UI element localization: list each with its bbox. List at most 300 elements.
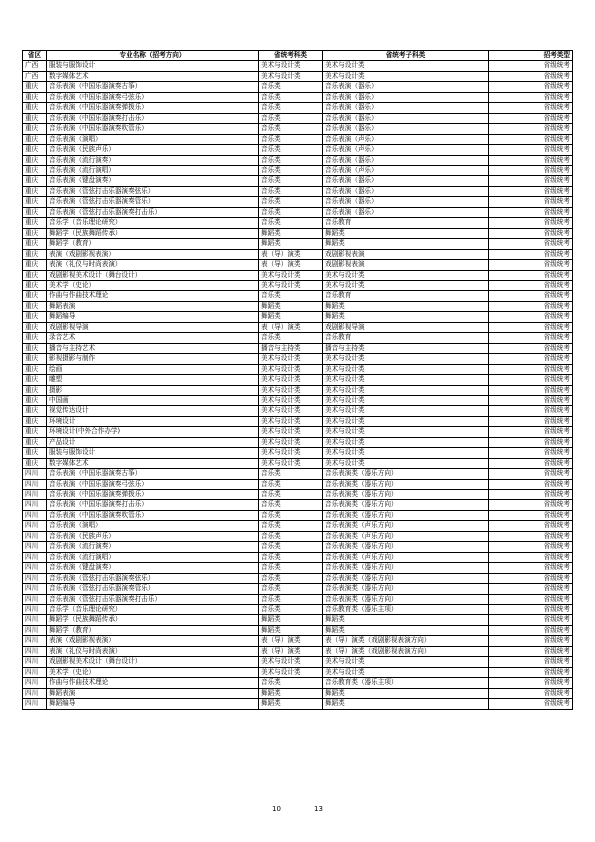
cell-province: 四川 — [23, 490, 47, 500]
cell-subcategory: 音乐表演（器乐） — [323, 207, 489, 217]
cell-major: 音乐表演（管弦打击乐器演奏打击乐） — [47, 594, 259, 604]
table-row — [23, 699, 573, 709]
cell-subcategory: 美术与设计类 — [323, 280, 489, 290]
cell-exam-type: 省级统考 — [489, 375, 573, 385]
cell-major: 雕塑 — [47, 375, 259, 385]
cell-province: 四川 — [23, 667, 47, 677]
cell-category: 美术与设计类 — [259, 657, 323, 667]
cell-province: 重庆 — [23, 270, 47, 280]
cell-subcategory: 戏剧影视导演 — [323, 322, 489, 332]
cell-province: 重庆 — [23, 260, 47, 270]
cell-exam-type: 省级统考 — [489, 646, 573, 656]
cell-exam-type: 省级统考 — [489, 239, 573, 249]
cell-subcategory: 美术与设计类 — [323, 364, 489, 374]
table-row — [23, 197, 573, 207]
table-row — [23, 427, 573, 437]
cell-subcategory: 音乐表演类（器乐方向） — [323, 563, 489, 573]
cell-exam-type: 省级统考 — [489, 699, 573, 709]
table-row — [23, 552, 573, 562]
cell-category: 音乐类 — [259, 552, 323, 562]
cell-province: 重庆 — [23, 416, 47, 426]
cell-province: 重庆 — [23, 385, 47, 395]
cell-province: 四川 — [23, 479, 47, 489]
cell-subcategory: 音乐教育类（器乐主项） — [323, 605, 489, 615]
cell-province: 重庆 — [23, 134, 47, 144]
cell-category: 表（导）演类 — [259, 646, 323, 656]
cell-exam-type: 省级统考 — [489, 521, 573, 531]
cell-subcategory: 音乐表演类（声乐方向） — [323, 531, 489, 541]
cell-province: 四川 — [23, 584, 47, 594]
cell-exam-type: 省级统考 — [489, 688, 573, 698]
cell-subcategory: 音乐表演类（器乐方向） — [323, 479, 489, 489]
cell-major: 音乐表演（中国乐器演奏打击乐） — [47, 500, 259, 510]
cell-province: 重庆 — [23, 280, 47, 290]
cell-province: 重庆 — [23, 458, 47, 468]
cell-category: 音乐类 — [259, 92, 323, 102]
cell-major: 音乐表演（管弦打击乐器演奏管乐） — [47, 584, 259, 594]
cell-subcategory: 音乐表演（声乐） — [323, 165, 489, 175]
table-row — [23, 479, 573, 489]
cell-province: 重庆 — [23, 354, 47, 364]
cell-major: 音乐表演（流行演奏） — [47, 155, 259, 165]
cell-exam-type: 省级统考 — [489, 71, 573, 81]
table-row — [23, 636, 573, 646]
cell-category: 音乐类 — [259, 186, 323, 196]
cell-exam-type: 省级统考 — [489, 573, 573, 583]
table-header — [23, 51, 573, 61]
cell-major: 音乐表演（键盘演奏） — [47, 176, 259, 186]
cell-exam-type: 省级统考 — [489, 134, 573, 144]
cell-category: 美术与设计类 — [259, 427, 323, 437]
table-row — [23, 646, 573, 656]
cell-major: 表演（戏剧影视表演） — [47, 249, 259, 259]
cell-major: 播音与主持艺术 — [47, 343, 259, 353]
cell-major: 音乐表演（中国乐器演奏弓弦乐） — [47, 479, 259, 489]
cell-province: 四川 — [23, 657, 47, 667]
cell-province: 重庆 — [23, 364, 47, 374]
table-row — [23, 155, 573, 165]
table-row — [23, 490, 573, 500]
table-row — [23, 406, 573, 416]
cell-major: 音乐学（音乐理论研究） — [47, 605, 259, 615]
cell-province: 重庆 — [23, 427, 47, 437]
cell-subcategory: 美术与设计类 — [323, 667, 489, 677]
cell-subcategory: 音乐教育 — [323, 218, 489, 228]
cell-major: 音乐表演（管弦打击乐器演奏弦乐） — [47, 186, 259, 196]
cell-category: 美术与设计类 — [259, 406, 323, 416]
cell-major: 服装与服饰设计 — [47, 61, 259, 71]
cell-category: 表（导）演类 — [259, 636, 323, 646]
cell-exam-type: 省级统考 — [489, 145, 573, 155]
cell-major: 产品设计 — [47, 437, 259, 447]
cell-exam-type: 省级统考 — [489, 584, 573, 594]
table-row — [23, 667, 573, 677]
cell-subcategory: 音乐教育 — [323, 291, 489, 301]
cell-category: 音乐类 — [259, 521, 323, 531]
cell-major: 音乐表演（中国乐器演奏弹拨乐） — [47, 103, 259, 113]
cell-province: 重庆 — [23, 82, 47, 92]
table-row — [23, 92, 573, 102]
header-row — [23, 51, 573, 61]
cell-province: 四川 — [23, 615, 47, 625]
cell-major: 舞蹈学（民族舞蹈传承） — [47, 615, 259, 625]
cell-province: 重庆 — [23, 92, 47, 102]
cell-province: 重庆 — [23, 375, 47, 385]
cell-exam-type: 省级统考 — [489, 490, 573, 500]
cell-category: 美术与设计类 — [259, 416, 323, 426]
cell-major: 数字媒体艺术 — [47, 458, 259, 468]
cell-subcategory: 音乐表演类（器乐方向） — [323, 584, 489, 594]
cell-subcategory: 戏剧影视表演 — [323, 249, 489, 259]
cell-major: 音乐表演（中国乐器演奏弓弦乐） — [47, 92, 259, 102]
cell-province: 重庆 — [23, 176, 47, 186]
cell-subcategory: 音乐表演（器乐） — [323, 82, 489, 92]
table-row — [23, 176, 573, 186]
cell-category: 美术与设计类 — [259, 395, 323, 405]
table-row — [23, 500, 573, 510]
cell-major: 音乐表演（演唱） — [47, 521, 259, 531]
cell-category: 舞蹈类 — [259, 228, 323, 238]
cell-major: 舞蹈学（教育） — [47, 239, 259, 249]
cell-province: 四川 — [23, 469, 47, 479]
cell-subcategory: 美术与设计类 — [323, 395, 489, 405]
cell-province: 四川 — [23, 646, 47, 656]
cell-category: 音乐类 — [259, 333, 323, 343]
table-row — [23, 625, 573, 635]
cell-category: 音乐类 — [259, 510, 323, 520]
cell-major: 戏剧影视导演 — [47, 322, 259, 332]
cell-major: 音乐表演（中国乐器演奏弹拨乐） — [47, 490, 259, 500]
cell-subcategory: 舞蹈类 — [323, 301, 489, 311]
page-number-left: 10 — [272, 805, 281, 813]
table-row — [23, 270, 573, 280]
cell-major: 音乐表演（流行演唱） — [47, 552, 259, 562]
cell-province: 重庆 — [23, 239, 47, 249]
cell-exam-type: 省级统考 — [489, 207, 573, 217]
cell-exam-type: 省级统考 — [489, 406, 573, 416]
cell-province: 四川 — [23, 542, 47, 552]
cell-category: 美术与设计类 — [259, 437, 323, 447]
cell-exam-type: 省级统考 — [489, 510, 573, 520]
cell-category: 美术与设计类 — [259, 667, 323, 677]
cell-category: 美术与设计类 — [259, 448, 323, 458]
cell-province: 重庆 — [23, 395, 47, 405]
cell-province: 重庆 — [23, 333, 47, 343]
table-row — [23, 354, 573, 364]
cell-subcategory: 戏剧影视表演 — [323, 260, 489, 270]
cell-category: 美术与设计类 — [259, 270, 323, 280]
cell-major: 戏剧影视美术设计（舞台设计） — [47, 657, 259, 667]
cell-exam-type: 省级统考 — [489, 416, 573, 426]
cell-subcategory: 音乐表演（器乐） — [323, 124, 489, 134]
cell-province: 四川 — [23, 552, 47, 562]
admissions-table — [22, 50, 573, 710]
cell-subcategory: 美术与设计类 — [323, 427, 489, 437]
cell-exam-type: 省级统考 — [489, 636, 573, 646]
cell-category: 音乐类 — [259, 124, 323, 134]
cell-province: 重庆 — [23, 103, 47, 113]
cell-category: 音乐类 — [259, 197, 323, 207]
table-row — [23, 657, 573, 667]
table-row — [23, 615, 573, 625]
cell-category: 音乐类 — [259, 82, 323, 92]
cell-major: 服装与服饰设计 — [47, 448, 259, 458]
cell-subcategory: 美术与设计类 — [323, 416, 489, 426]
cell-exam-type: 省级统考 — [489, 354, 573, 364]
cell-major: 美术学（史论） — [47, 280, 259, 290]
cell-exam-type: 省级统考 — [489, 364, 573, 374]
cell-category: 舞蹈类 — [259, 688, 323, 698]
cell-subcategory: 音乐表演（声乐） — [323, 145, 489, 155]
cell-major: 环境设计(中外合作办学) — [47, 427, 259, 437]
cell-exam-type: 省级统考 — [489, 563, 573, 573]
cell-subcategory: 美术与设计类 — [323, 375, 489, 385]
cell-province: 重庆 — [23, 406, 47, 416]
cell-subcategory: 美术与设计类 — [323, 71, 489, 81]
cell-subcategory: 音乐表演（器乐） — [323, 186, 489, 196]
cell-subcategory: 舞蹈类 — [323, 239, 489, 249]
cell-province: 四川 — [23, 688, 47, 698]
table-row — [23, 364, 573, 374]
cell-subcategory: 美术与设计类 — [323, 406, 489, 416]
cell-province: 重庆 — [23, 228, 47, 238]
cell-category: 音乐类 — [259, 103, 323, 113]
cell-major: 音乐表演（流行演奏） — [47, 542, 259, 552]
cell-exam-type: 省级统考 — [489, 124, 573, 134]
cell-exam-type: 省级统考 — [489, 552, 573, 562]
cell-exam-type: 省级统考 — [489, 343, 573, 353]
cell-province: 四川 — [23, 625, 47, 635]
cell-exam-type: 省级统考 — [489, 322, 573, 332]
cell-subcategory: 音乐表演类（器乐方向） — [323, 469, 489, 479]
cell-subcategory: 美术与设计类 — [323, 437, 489, 447]
cell-major: 舞蹈表演 — [47, 301, 259, 311]
table-row — [23, 333, 573, 343]
cell-major: 音乐表演（民族声乐） — [47, 531, 259, 541]
cell-major: 绘画 — [47, 364, 259, 374]
table-row — [23, 375, 573, 385]
cell-category: 美术与设计类 — [259, 354, 323, 364]
cell-subcategory: 音乐表演（器乐） — [323, 92, 489, 102]
cell-category: 舞蹈类 — [259, 301, 323, 311]
cell-subcategory: 音乐教育类（器乐主项） — [323, 678, 489, 688]
cell-subcategory: 音乐表演（器乐） — [323, 155, 489, 165]
cell-major: 视觉传达设计 — [47, 406, 259, 416]
cell-subcategory: 美术与设计类 — [323, 458, 489, 468]
cell-major: 舞蹈编导 — [47, 312, 259, 322]
cell-major: 中国画 — [47, 395, 259, 405]
cell-exam-type: 省级统考 — [489, 197, 573, 207]
cell-province: 重庆 — [23, 124, 47, 134]
table-row — [23, 71, 573, 81]
table-row — [23, 542, 573, 552]
cell-exam-type: 省级统考 — [489, 667, 573, 677]
table-row — [23, 239, 573, 249]
table-row — [23, 531, 573, 541]
cell-major: 音乐表演（演唱） — [47, 134, 259, 144]
table-row — [23, 260, 573, 270]
cell-subcategory: 舞蹈类 — [323, 688, 489, 698]
cell-exam-type: 省级统考 — [489, 92, 573, 102]
table-row — [23, 521, 573, 531]
cell-exam-type: 省级统考 — [489, 333, 573, 343]
cell-major: 音乐表演（民族声乐） — [47, 145, 259, 155]
cell-subcategory: 表（导）演类（戏剧影视表演方向） — [323, 636, 489, 646]
page-number-right: 13 — [314, 805, 323, 813]
cell-exam-type: 省级统考 — [489, 165, 573, 175]
cell-province: 重庆 — [23, 218, 47, 228]
cell-category: 舞蹈类 — [259, 615, 323, 625]
cell-category: 舞蹈类 — [259, 312, 323, 322]
cell-province: 四川 — [23, 500, 47, 510]
cell-subcategory: 音乐表演类（器乐方向） — [323, 542, 489, 552]
cell-exam-type: 省级统考 — [489, 155, 573, 165]
cell-province: 四川 — [23, 678, 47, 688]
cell-category: 表（导）演类 — [259, 260, 323, 270]
cell-subcategory: 音乐表演类（器乐方向） — [323, 594, 489, 604]
cell-category: 音乐类 — [259, 500, 323, 510]
table-row — [23, 563, 573, 573]
cell-major: 音乐表演（管弦打击乐器演奏管乐） — [47, 197, 259, 207]
table-row — [23, 113, 573, 123]
header-exam-type: 招考类型 — [489, 51, 573, 61]
cell-category: 音乐类 — [259, 176, 323, 186]
cell-exam-type: 省级统考 — [489, 395, 573, 405]
cell-category: 表（导）演类 — [259, 322, 323, 332]
cell-category: 音乐类 — [259, 165, 323, 175]
cell-category: 音乐类 — [259, 134, 323, 144]
cell-category: 音乐类 — [259, 542, 323, 552]
cell-province: 重庆 — [23, 207, 47, 217]
cell-subcategory: 舞蹈类 — [323, 625, 489, 635]
cell-province: 四川 — [23, 521, 47, 531]
table-row — [23, 510, 573, 520]
cell-province: 重庆 — [23, 291, 47, 301]
cell-subcategory: 音乐表演类（器乐方向） — [323, 490, 489, 500]
cell-exam-type: 省级统考 — [489, 385, 573, 395]
cell-province: 四川 — [23, 563, 47, 573]
cell-category: 表（导）演类 — [259, 249, 323, 259]
cell-subcategory: 美术与设计类 — [323, 270, 489, 280]
cell-exam-type: 省级统考 — [489, 448, 573, 458]
cell-major: 音乐表演（管弦打击乐器演奏打击乐） — [47, 207, 259, 217]
cell-exam-type: 省级统考 — [489, 500, 573, 510]
cell-province: 四川 — [23, 594, 47, 604]
cell-category: 音乐类 — [259, 594, 323, 604]
cell-major: 摄影 — [47, 385, 259, 395]
cell-major: 作曲与作曲技术理论 — [47, 291, 259, 301]
table-row — [23, 594, 573, 604]
cell-category: 美术与设计类 — [259, 458, 323, 468]
cell-major: 表演（戏剧影视表演） — [47, 636, 259, 646]
cell-subcategory: 表（导）演类（戏剧影视表演方向） — [323, 646, 489, 656]
cell-subcategory: 音乐表演（器乐） — [323, 197, 489, 207]
cell-exam-type: 省级统考 — [489, 479, 573, 489]
cell-major: 音乐表演（管弦打击乐器演奏弦乐） — [47, 573, 259, 583]
cell-exam-type: 省级统考 — [489, 103, 573, 113]
cell-category: 播音与主持类 — [259, 343, 323, 353]
cell-province: 重庆 — [23, 343, 47, 353]
cell-exam-type: 省级统考 — [489, 594, 573, 604]
cell-subcategory: 舞蹈类 — [323, 615, 489, 625]
table-row — [23, 145, 573, 155]
cell-province: 四川 — [23, 531, 47, 541]
header-category: 省统考科类 — [259, 51, 323, 61]
cell-exam-type: 省级统考 — [489, 458, 573, 468]
cell-subcategory: 舞蹈类 — [323, 312, 489, 322]
cell-exam-type: 省级统考 — [489, 531, 573, 541]
table-row — [23, 584, 573, 594]
cell-subcategory: 美术与设计类 — [323, 657, 489, 667]
cell-category: 音乐类 — [259, 479, 323, 489]
cell-category: 音乐类 — [259, 573, 323, 583]
header-major: 专业名称（招考方向） — [47, 51, 259, 61]
cell-category: 舞蹈类 — [259, 625, 323, 635]
cell-exam-type: 省级统考 — [489, 291, 573, 301]
cell-major: 环境设计 — [47, 416, 259, 426]
cell-major: 音乐表演（中国乐器演奏古筝） — [47, 469, 259, 479]
cell-major: 舞蹈表演 — [47, 688, 259, 698]
cell-category: 音乐类 — [259, 145, 323, 155]
table-row — [23, 605, 573, 615]
cell-exam-type: 省级统考 — [489, 625, 573, 635]
table-row — [23, 280, 573, 290]
cell-major: 音乐表演（流行演唱） — [47, 165, 259, 175]
cell-exam-type: 省级统考 — [489, 218, 573, 228]
cell-subcategory: 美术与设计类 — [323, 61, 489, 71]
cell-major: 舞蹈学（教育） — [47, 625, 259, 635]
cell-exam-type: 省级统考 — [489, 249, 573, 259]
cell-major: 作曲与作曲技术理论 — [47, 678, 259, 688]
cell-category: 音乐类 — [259, 678, 323, 688]
table-row — [23, 458, 573, 468]
cell-exam-type: 省级统考 — [489, 615, 573, 625]
table-body — [23, 61, 573, 709]
cell-province: 广西 — [23, 61, 47, 71]
cell-category: 音乐类 — [259, 291, 323, 301]
cell-category: 音乐类 — [259, 155, 323, 165]
cell-subcategory: 音乐表演类（器乐方向） — [323, 500, 489, 510]
cell-major: 音乐表演（中国乐器演奏打击乐） — [47, 113, 259, 123]
cell-exam-type: 省级统考 — [489, 678, 573, 688]
cell-exam-type: 省级统考 — [489, 176, 573, 186]
table-row — [23, 322, 573, 332]
cell-category: 音乐类 — [259, 605, 323, 615]
cell-subcategory: 美术与设计类 — [323, 385, 489, 395]
cell-province: 广西 — [23, 71, 47, 81]
cell-exam-type: 省级统考 — [489, 186, 573, 196]
cell-exam-type: 省级统考 — [489, 228, 573, 238]
cell-major: 舞蹈学（民族舞蹈传承） — [47, 228, 259, 238]
cell-exam-type: 省级统考 — [489, 437, 573, 447]
table-row — [23, 469, 573, 479]
cell-subcategory: 音乐教育 — [323, 333, 489, 343]
table-row — [23, 448, 573, 458]
table-row — [23, 134, 573, 144]
cell-major: 音乐学（音乐理论研究） — [47, 218, 259, 228]
cell-province: 重庆 — [23, 322, 47, 332]
table-row — [23, 395, 573, 405]
cell-major: 音乐表演（中国乐器演奏古筝） — [47, 82, 259, 92]
cell-category: 音乐类 — [259, 531, 323, 541]
cell-province: 重庆 — [23, 312, 47, 322]
cell-subcategory: 音乐表演类（器乐方向） — [323, 573, 489, 583]
table-row — [23, 124, 573, 134]
cell-category: 美术与设计类 — [259, 385, 323, 395]
cell-exam-type: 省级统考 — [489, 657, 573, 667]
table-row — [23, 312, 573, 322]
cell-category: 音乐类 — [259, 563, 323, 573]
